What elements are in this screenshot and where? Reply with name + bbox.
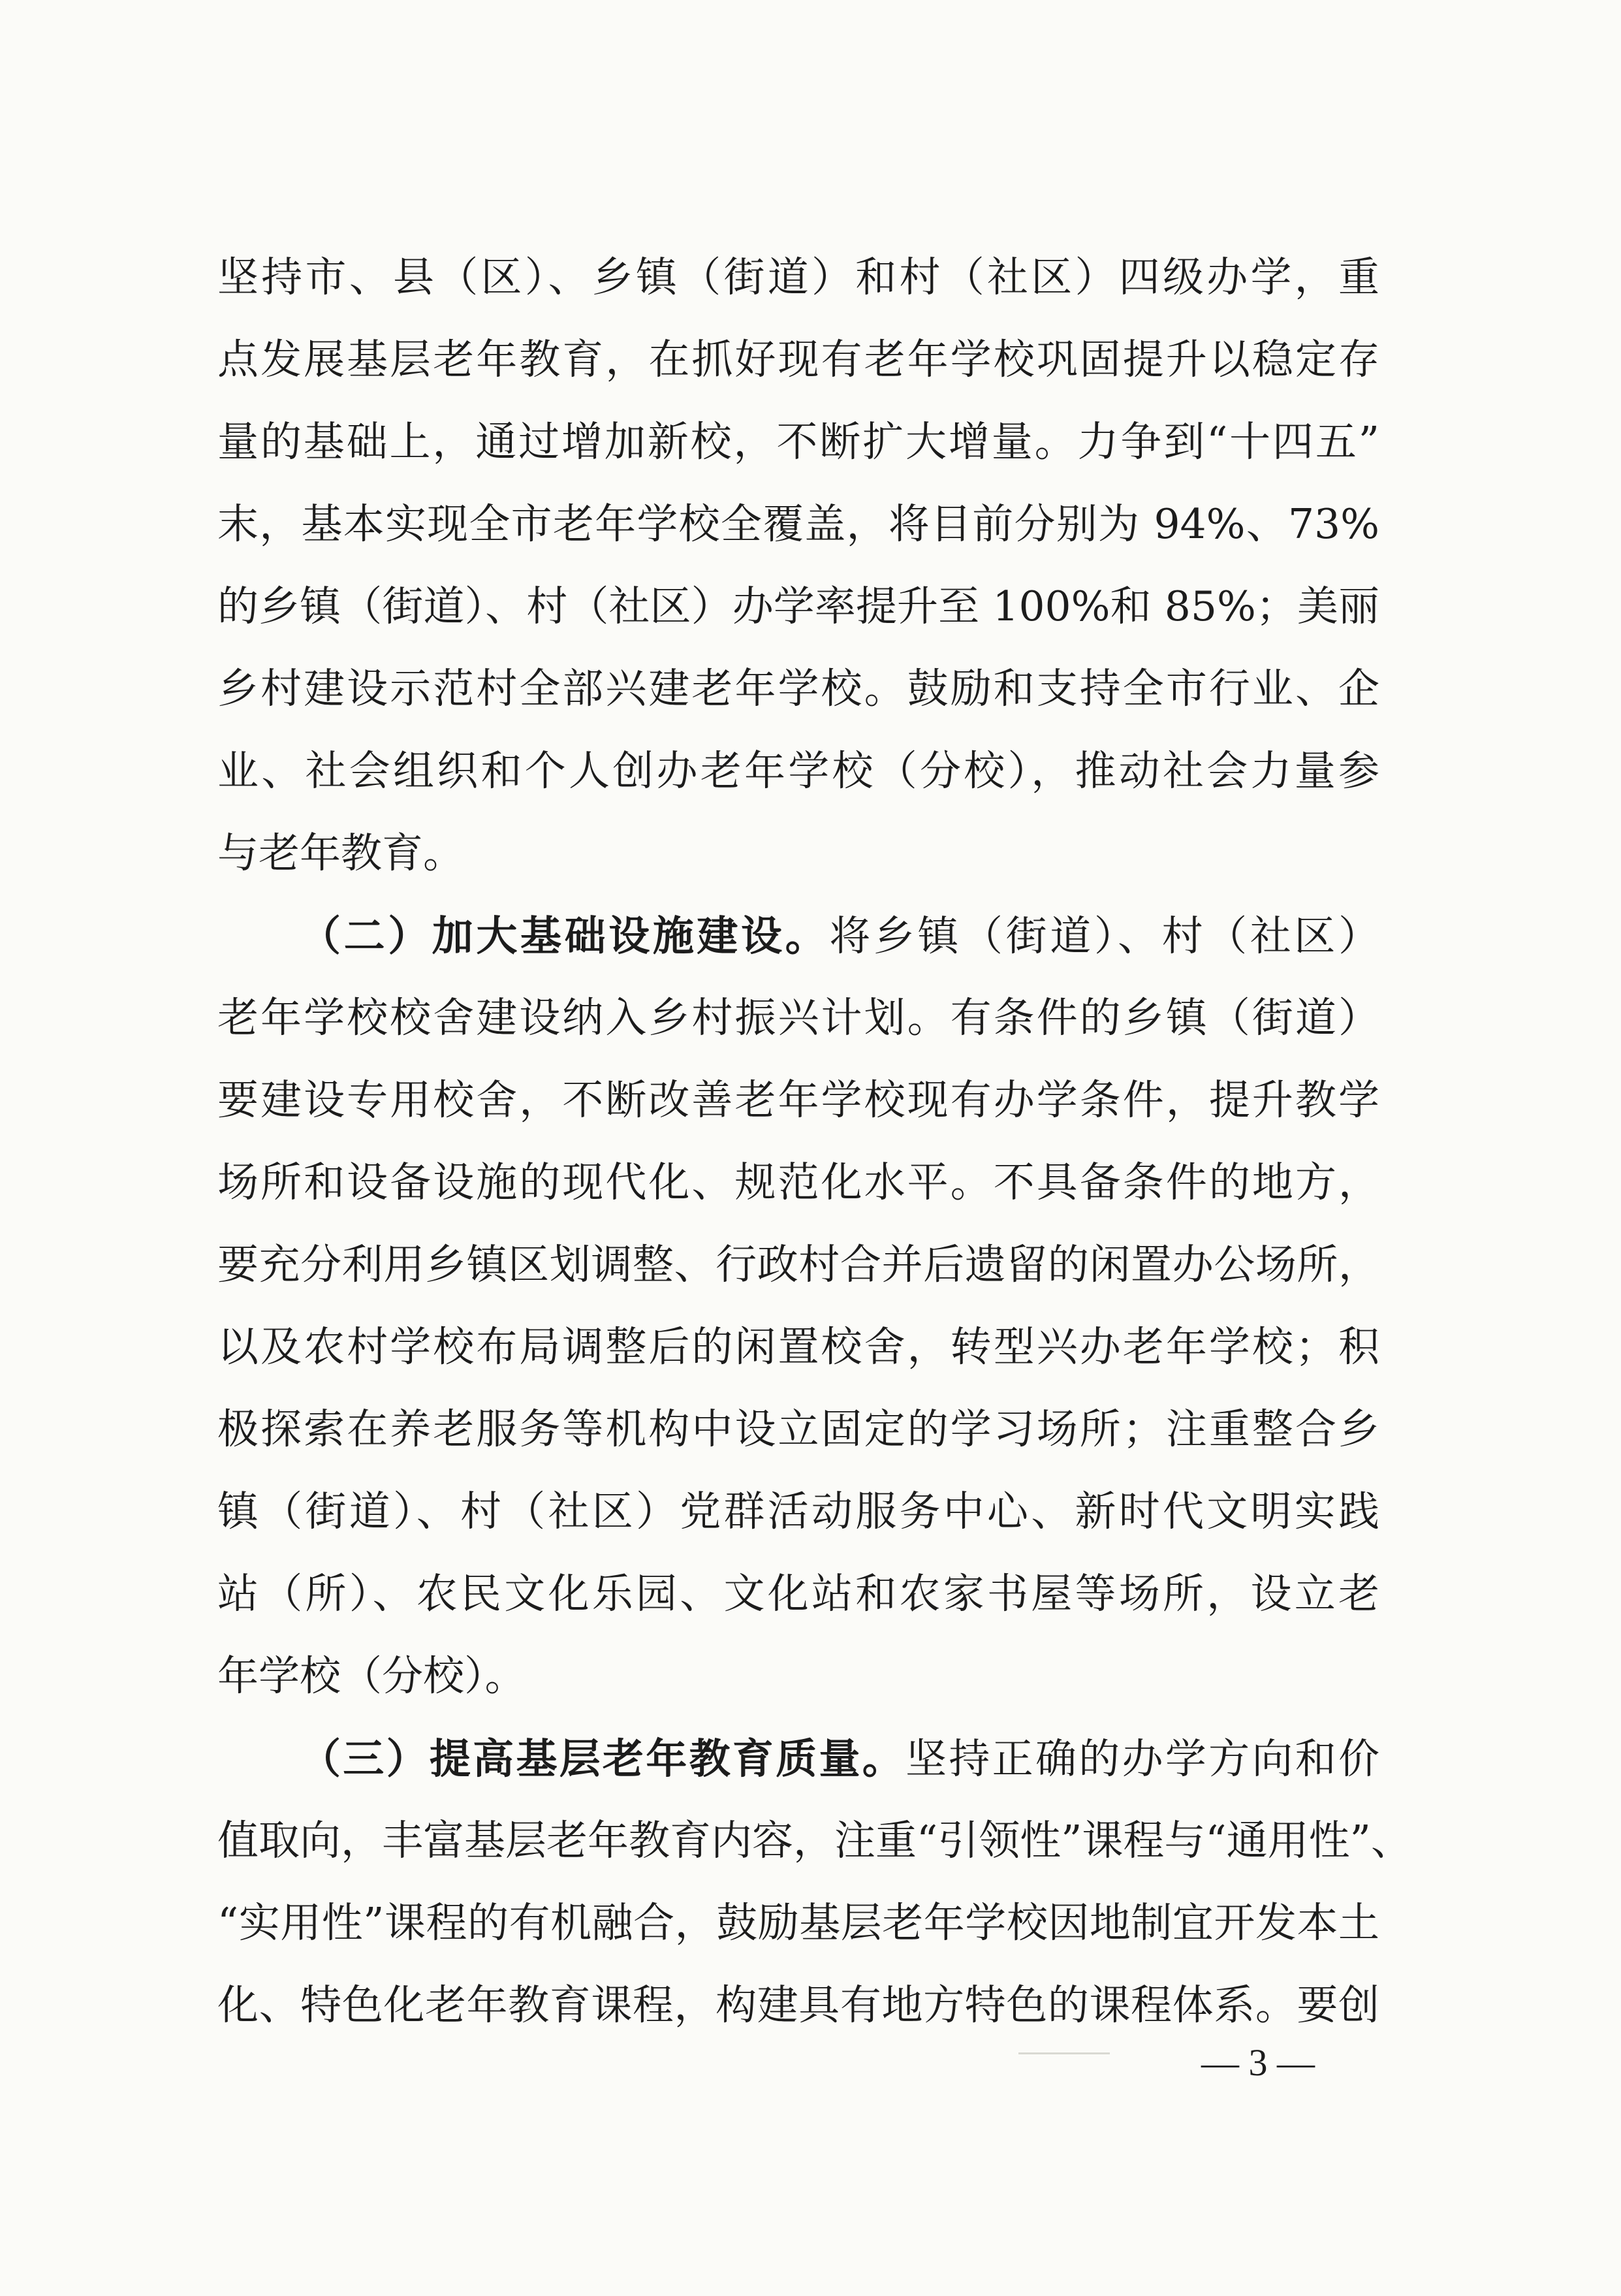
text-line: 以及农村学校布局调整后的闲置校舍，转型兴办老年学校；积	[217, 1323, 1379, 1371]
heading-line-text: 坚持正确的办学方向和价	[905, 1735, 1380, 1783]
document-body	[217, 236, 1412, 2047]
text-line: 与老年教育。	[217, 829, 464, 877]
text-line: 业、社会组织和个人创办老年学校（分校），推动社会力量参	[217, 747, 1379, 795]
text-line: 场所和设备设施的现代化、规范化水平。不具备条件的地方，	[217, 1158, 1379, 1206]
text-line: 要充分利用乡镇区划调整、行政村合并后遗留的闲置办公场所，	[217, 1241, 1379, 1288]
text-line: 镇（街道）、村（社区）党群活动服务中心、新时代文明实践	[217, 1488, 1379, 1535]
paragraph-heading-line	[217, 895, 1379, 977]
text-line: 的乡镇（街道）、村（社区）办学率提升至 100%和 85%；美丽	[217, 582, 1379, 630]
text-line: 值取向，丰富基层老年教育内容，注重“引领性”课程与“通用性”、	[217, 1817, 1412, 1864]
scan-mark	[1018, 2052, 1110, 2054]
text-line: 点发展基层老年教育，在抓好现有老年学校巩固提升以稳定存	[217, 336, 1379, 383]
text-line: 站（所）、农民文化乐园、文化站和农家书屋等场所，设立老	[217, 1570, 1379, 1618]
text-line: 化、特色化老年教育课程，构建具有地方特色的课程体系。要创	[217, 1981, 1379, 2029]
text-line: 极探索在养老服务等机构中设立固定的学习场所；注重整合乡	[217, 1405, 1379, 1453]
text-line: 坚持市、县（区）、乡镇（街道）和村（社区）四级办学，重	[217, 253, 1379, 301]
text-line: 老年学校校舍建设纳入乡村振兴计划。有条件的乡镇（街道）	[217, 994, 1379, 1042]
page-number: — 3 —	[1201, 2041, 1315, 2084]
text-line: 乡村建设示范村全部兴建老年学校。鼓励和支持全市行业、企	[217, 665, 1379, 712]
text-line: “实用性”课程的有机融合，鼓励基层老年学校因地制宜开发本土	[217, 1899, 1379, 1947]
section-heading: （三）提高基层老年教育质量。	[300, 1734, 906, 1783]
section-heading: （二）加大基础设施建设。	[300, 912, 830, 960]
text-line: 末，基本实现全市老年学校全覆盖，将目前分别为 94%、73%	[217, 500, 1379, 548]
text-line: 量的基础上，通过增加新校，不断扩大增量。力争到“十四五”	[217, 418, 1379, 466]
paragraph-heading-line	[217, 1717, 1379, 1800]
text-line: 要建设专用校舍，不断改善老年学校现有办学条件，提升教学	[217, 1076, 1379, 1124]
heading-line-text: 将乡镇（街道）、村（社区）	[829, 912, 1379, 960]
text-line: 年学校（分校）。	[217, 1652, 526, 1700]
